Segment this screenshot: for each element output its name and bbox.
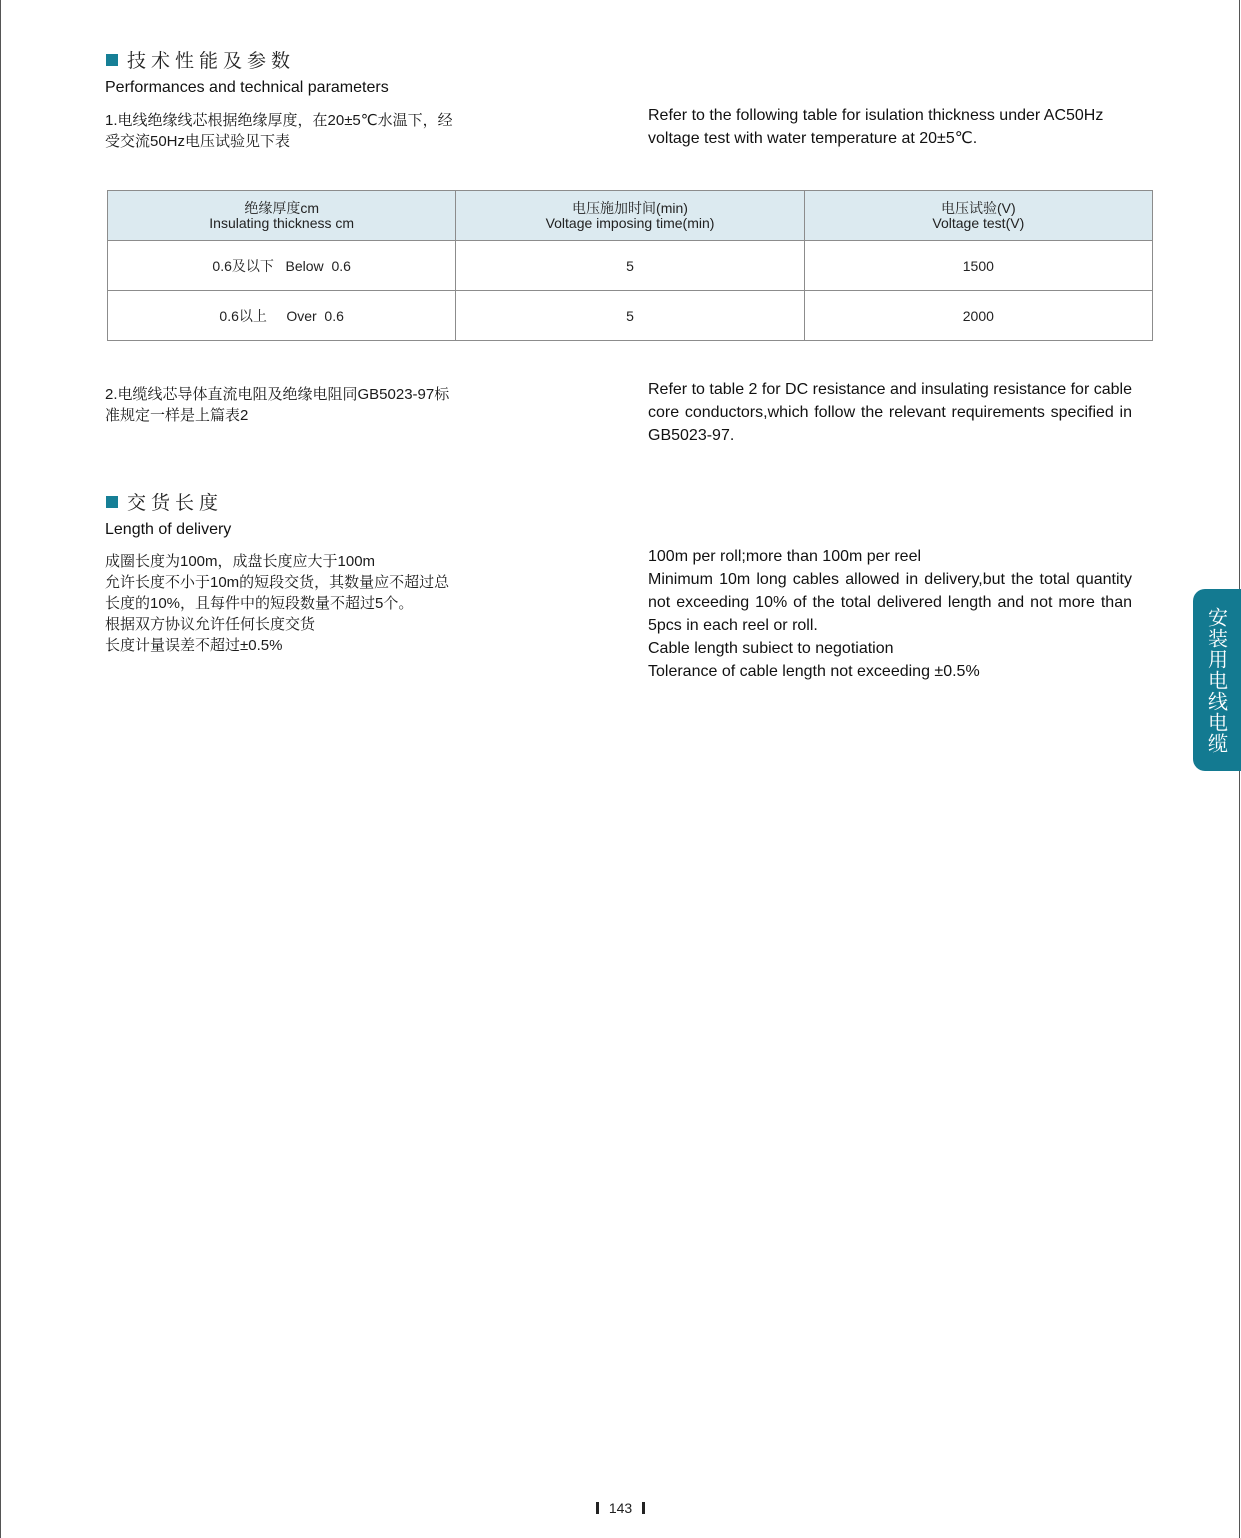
header-voltage-test [804, 191, 1152, 241]
chapter-side-tab [1193, 589, 1241, 771]
item1-english [648, 104, 1132, 150]
section-subtitle-technical: Performances and technical parameters [105, 79, 389, 96]
delivery-chinese-line: 长度的10%，且每件中的短段数量不超过5个。 [105, 595, 414, 612]
item1-chinese [105, 110, 505, 152]
section-subtitle-delivery: Length of delivery [105, 521, 232, 538]
page-number-footer [0, 1500, 1241, 1516]
header-cn: 绝缘厚度cm [244, 199, 319, 216]
section-title-technical: 技术性能及参数 [127, 50, 296, 72]
item2-chinese [105, 384, 505, 426]
table-row [108, 291, 1153, 341]
chapter-side-tab-label: 安装用电线电缆 [1204, 606, 1229, 754]
delivery-chinese-line: 长度计量误差不超过±0.5% [105, 637, 283, 654]
delivery-english-line: Minimum 10m long cables allowed in delivery,but the total quantity not exceeding 10% of the total delivered length and not more than 5pcs in each reel or roll. [648, 571, 1132, 634]
item2-chinese-line: 准规定一样是上篇表2 [105, 407, 249, 424]
table-cell: 0.6及以下 Below 0.6 [108, 241, 456, 291]
page-number: 143 [608, 1500, 633, 1516]
item2-english: Refer to table 2 for DC resistance and insulating resistance for cable core conductors,which follow the relevant requirements specified in GB5023-97. [648, 381, 1132, 444]
square-bullet-icon [106, 54, 118, 66]
header-en: Voltage test(V) [932, 214, 1025, 231]
delivery-english-line: Cable length subiect to negotiation [648, 640, 894, 657]
bar-left-icon [596, 1502, 599, 1514]
square-bullet-icon [106, 496, 118, 508]
delivery-chinese-line: 根据双方协议允许任何长度交货 [105, 616, 316, 633]
item2-chinese-line: 2.电缆线芯导体直流电阻及绝缘电阻同GB5023-97标 [105, 386, 450, 403]
table-cell: 5 [456, 291, 804, 341]
header-cn: 电压试验(V) [940, 199, 1016, 216]
table-cell: 1500 [804, 241, 1152, 291]
section-heading-delivery [106, 488, 223, 515]
item1-english-line: voltage test with water temperature at 20±5℃. [648, 130, 978, 147]
table-cell: 0.6以上 Over 0.6 [108, 291, 456, 341]
header-voltage-time [456, 191, 804, 241]
table-header-row [108, 191, 1153, 241]
section-heading-technical [106, 46, 295, 73]
table-cell: 2000 [804, 291, 1152, 341]
page-border-left [0, 0, 1, 1538]
delivery-english [648, 545, 1132, 683]
delivery-english-line: Tolerance of cable length not exceeding ±0.5% [648, 663, 980, 680]
table-cell: 5 [456, 241, 804, 291]
header-en: Voltage imposing time(min) [545, 214, 715, 231]
delivery-chinese-line: 允许长度不小于10m的短段交货，其数量应不超过总 [105, 574, 450, 591]
delivery-chinese [105, 551, 505, 656]
bar-right-icon [642, 1502, 645, 1514]
header-insulating-thickness [108, 191, 456, 241]
item1-english-line: Refer to the following table for isulation thickness under AC50Hz [648, 107, 1104, 124]
item1-chinese-line: 受交流50Hz电压试验见下表 [105, 133, 291, 150]
section-title-delivery: 交货长度 [127, 492, 224, 514]
voltage-test-table [107, 190, 1153, 341]
item1-chinese-line: 1.电线绝缘线芯根据绝缘厚度，在20±5℃水温下，经 [105, 112, 453, 129]
table-row [108, 241, 1153, 291]
header-en: Insulating thickness cm [209, 214, 355, 231]
header-cn: 电压施加时间(min) [572, 199, 688, 216]
delivery-english-line: 100m per roll;more than 100m per reel [648, 548, 922, 565]
delivery-chinese-line: 成圈长度为100m，成盘长度应大于100m [105, 553, 376, 570]
